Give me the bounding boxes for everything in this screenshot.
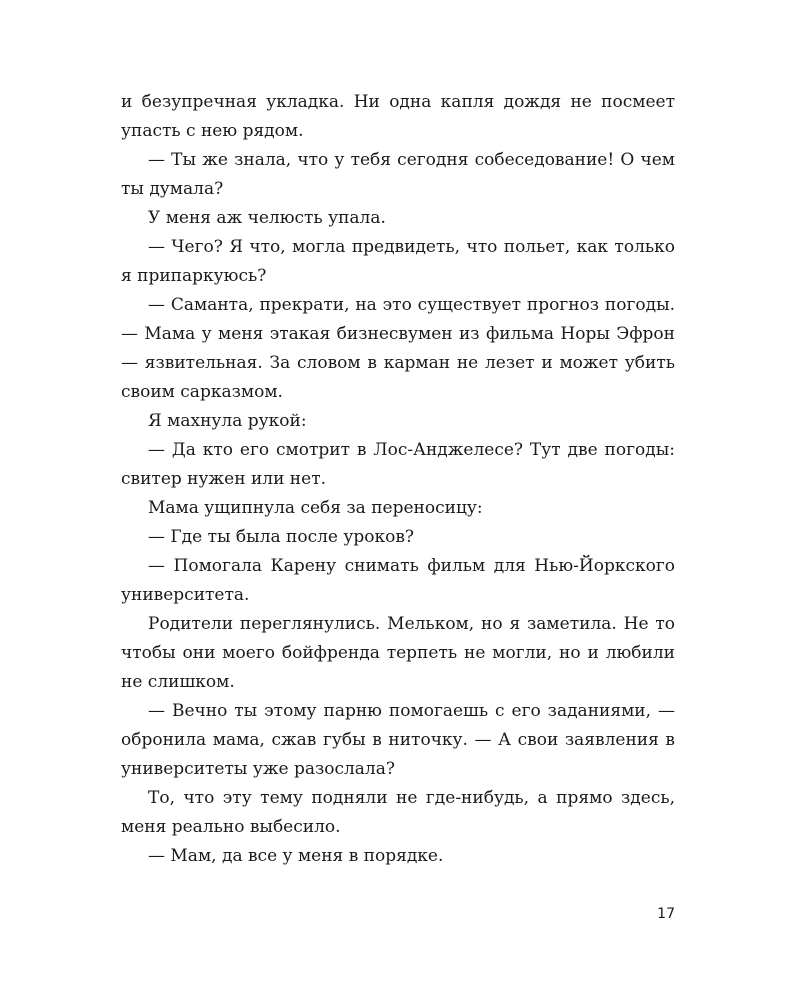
paragraph: — Чего? Я что, могла предвидеть, что польет, как только я припаркуюсь? [121, 237, 675, 286]
paragraph: Мама ущипнула себя за переносицу: [148, 498, 483, 518]
paragraph: — Вечно ты этому парню помогаешь с его заданиями, — обронила мама, сжав губы в ниточку. — А свои заявления в университеты уже разослала? [121, 701, 675, 779]
paragraph: Я махнула рукой: [148, 411, 307, 431]
page-number: 17 [657, 906, 675, 922]
paragraph: То, что эту тему подняли не где-нибудь, а прямо здесь, меня реально выбесило. [121, 788, 675, 837]
paragraph: — Где ты была после уроков? [148, 527, 415, 547]
paragraph: — Мам, да все у меня в порядке. [148, 846, 444, 866]
paragraph: — Саманта, прекрати, на это существует прогноз погоды. — Мама у меня этакая бизнесвумен из фильма Норы Эфрон — язвительная. За словом в карман не лезет и может убить своим сарказмом. [121, 295, 675, 402]
paragraph: — Да кто его смотрит в Лос-Анджелесе? Тут две погоды: свитер нужен или нет. [121, 440, 675, 489]
body-text [121, 88, 675, 871]
paragraph: — Помогала Карену снимать фильм для Нью-Йоркского университета. [121, 556, 675, 605]
paragraph: У меня аж челюсть упала. [148, 208, 386, 228]
paragraph: Родители переглянулись. Мельком, но я заметила. Не то чтобы они моего бойфренда терпеть не могли, но и любили не слишком. [121, 614, 675, 692]
paragraph: — Ты же знала, что у тебя сегодня собеседование! О чем ты думала? [121, 150, 675, 199]
paragraph-continuation: и безупречная укладка. Ни одна капля дождя не посмеет упасть с нею рядом. [121, 92, 675, 141]
